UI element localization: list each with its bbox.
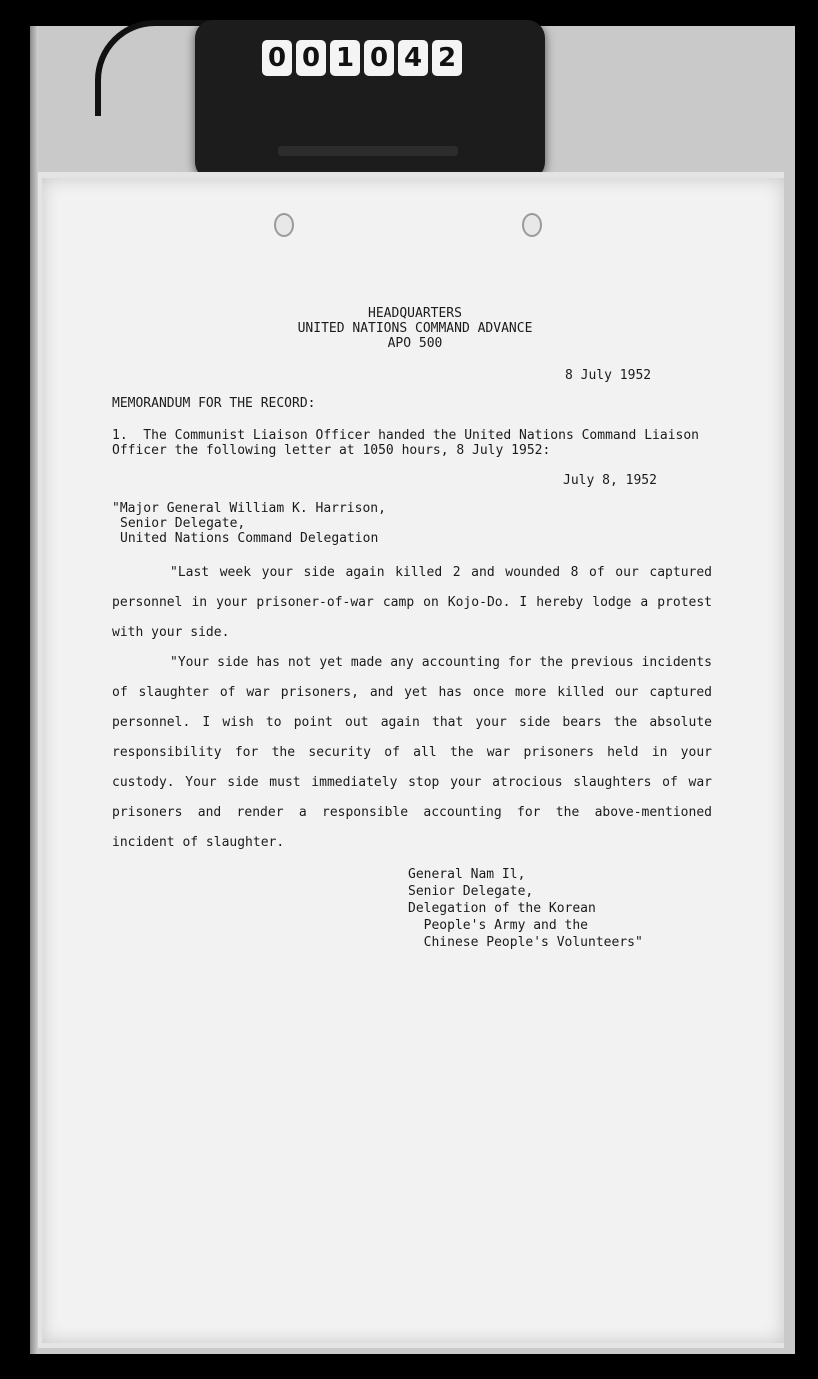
signature-line: People's Army and the [408,918,589,933]
signature-block [408,866,643,951]
counter-digit: 0 [262,40,292,76]
frame-counter [262,40,462,78]
memo-paragraph-line: 1. The Communist Liaison Officer handed the United Nations Command Liaison [112,428,699,443]
memo-heading: MEMORANDUM FOR THE RECORD: [112,396,316,411]
film-edge [30,26,38,1354]
counter-digit: 0 [296,40,326,76]
counter-digit: 0 [364,40,394,76]
memo-paragraph-line: Officer the following letter at 1050 hours, 8 July 1952: [112,443,551,458]
addressee-line: Senior Delegate, [120,516,246,531]
letterhead-line: APO 500 [387,336,443,351]
punch-hole [522,213,542,237]
letter-date: July 8, 1952 [563,473,657,488]
punch-hole [274,213,294,237]
letterhead-line: UNITED NATIONS COMMAND ADVANCE [297,321,533,336]
signature-line: Senior Delegate, [408,884,534,899]
letter-paragraph [112,558,712,648]
letter-paragraph [112,648,712,858]
letter-paragraph-text: "Last week your side again killed 2 and wounded 8 of our captured personnel in your prisoner-of-war camp on Kojo-Do. I hereby lodge a protest with your side. [112,565,712,640]
letterhead-line: HEADQUARTERS [368,306,462,321]
letter-paragraph-text: "Your side has not yet made any accounting for the previous incidents of slaughter of war prisoners, and yet has once more killed our captured personnel. I wish to point out again that your side bears the absolute responsibility for the security of all the war prisoners held in your custody. Your side must immediately stop your atrocious slaughters of war prisoners and render a responsible accounting for the above-mentioned incident of slaughter. [112,655,712,850]
counter-digit: 4 [398,40,428,76]
counter-slot [278,146,458,156]
signature-line: Delegation of the Korean [408,901,596,916]
memo-date: 8 July 1952 [565,368,652,383]
signature-line: General Nam Il, [408,867,526,882]
counter-digit: 1 [330,40,360,76]
addressee-line: "Major General William K. Harrison, [112,501,386,516]
signature-line: Chinese People's Volunteers" [408,935,643,950]
counter-digit: 2 [432,40,462,76]
addressee-line: United Nations Command Delegation [120,531,379,546]
